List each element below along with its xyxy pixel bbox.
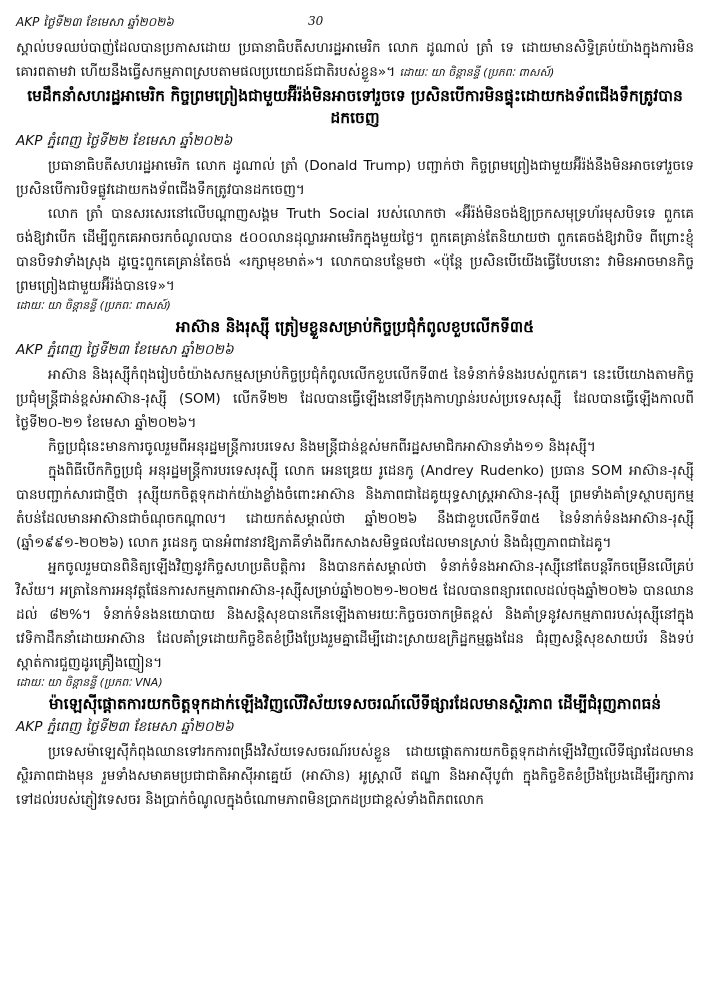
article-paragraph: ក្នុងពិធីបើកកិច្ចប្រជុំ អនុរដ្ឋមន្ត្រីការបរទេសរុស្ស៊ី លោក អេនឌ្រេយ រូដេនកូ (Andrey Rudenko) ប្រធាន SOM អាស៊ាន-រុស្ស៊ី បានបញ្ជាក់សារជាថ្មីថា រុស្ស៊ីយកចិត្តទុកដាក់យ៉ាងខ្លាំងចំពោះអាស៊ាន និងភាពជាដៃគូយុទ្ធសាស្ត្រអាស៊ាន-រុស្ស៊ី ព្រមទាំងគាំទ្រស្ថាបត្យកម្មតំបន់ដែលមានអាស៊ានជាចំណុចកណ្តាល។ ដោយកត់សម្គាល់ថា ឆ្នាំ២០២៦ នឹងជាខួបលើកទី៣៥ នៃទំនាក់ទំនងអាស៊ាន-រុស្ស៊ី (ឆ្នាំ១៩៩១-២០២៦) លោក រូដេនកូ បានអំពាវនាវឱ្យភាគីទាំងពីរកសាងសមិទ្ធផលដែលមានស្រាប់ និងជំរុញភាពជាដៃគូ។ (16, 463, 694, 551)
article-paragraph: អាស៊ាន និងរុស្ស៊ីកំពុងរៀបចំយ៉ាងសកម្មសម្រាប់កិច្ចប្រជុំកំពូលលើកខួបលើកទី៣៥ នៃទំនាក់ទំនងរបស់ពួកគេ។ នេះបើយោងតាមកិច្ចប្រជុំមន្ត្រីជាន់ខ្ពស់អាស៊ាន-រុស្ស៊ី (SOM) លើកទី២២ ដែលបានធ្វើឡើងនៅទីក្រុងកាហ្សាន់របស់ប្រទេសរុស្ស៊ី ដែលបានធ្វើឡើងកាលពីថ្ងៃទី២០-២១ ខែមេសា ឆ្នាំ២០២៦។ (16, 367, 694, 431)
article-dateline: AKP ភ្នំពេញ ថ្ងៃទី២៣ ខែមេសា ឆ្នាំ២០២៦ (16, 342, 234, 358)
article-dateline: AKP ភ្នំពេញ ថ្ងៃទី២៣ ខែមេសា ឆ្នាំ២០២៦ (16, 719, 234, 735)
page-number: 30 (308, 14, 324, 28)
article-paragraph: អ្នកចូលរួមបានពិនិត្យឡើងវិញនូវកិច្ចសហប្រតិបត្តិការ និងបានកត់សម្គាល់ថា ទំនាក់ទំនងអាស៊ាន-រុស្ស៊ីនៅតែបន្តរីកចម្រើនលើគ្រប់វិស័យ។ អត្រានៃការអនុវត្តផែនការសកម្មភាពអាស៊ាន-រុស្ស៊ីសម្រាប់ឆ្នាំ២០២១-២០២៥ ដែលបានពន្យារពេលដល់ចុងឆ្នាំ២០២៦ បានឈានដល់ ៨២%។ ទំនាក់ទំនងនយោបាយ និងសន្តិសុខបានកើនឡើងតាមរយៈកិច្ចចរចាកម្រិតខ្ពស់ និងគាំទ្រនូវសកម្មភាពរបស់រុស្ស៊ីនៅក្នុងវេទិកាដឹកនាំដោយអាស៊ាន ដែលគាំទ្រដោយកិច្ចខិតខំប្រឹងប្រែងរួមគ្នាដើម្បីដោះស្រាយឧក្រិដ្ឋកម្មឆ្លងដែន ជំរុញសន្តិសុខសាយប័រ និងទប់ស្កាត់ការជួញដូរគ្រឿងញៀន។ (16, 559, 694, 671)
article-paragraph: ប្រធានាធិបតីសហរដ្ឋអាមេរិក លោក ដូណាល់ ត្រាំ (Donald Trump) បញ្ជាក់ថា កិច្ចព្រមព្រៀងជាមួយអ៊ីរ៉ង់នឹងមិនអាចទៅរួចទេ ប្រសិនបើការបិទផ្លូវដោយកងទ័ពជើងទឹកត្រូវបានដកចេញ។ (16, 158, 694, 198)
article-byline: ដោយៈ យា ចិន្តានន្ទី (ប្រភពៈ VNA) (16, 676, 163, 689)
article-headline: ម៉ាឡេស៊ីផ្តោតការយកចិត្តទុកដាក់ឡើងវិញលើវិស័យទេសចរណ៍លើទីផ្សារដែលមានស្ថិរភាព ដើម្បីជំរុញភាពធន់ (48, 695, 662, 713)
running-head: AKP ថ្ងៃទី២៣ ខែមេសា ឆ្នាំ២០២៦ (16, 15, 174, 29)
continuation-text: ស្គាល់បទឈប់បាញ់ដែលបានប្រកាសដោយ ប្រធានាធិបតីសហរដ្ឋអាមេរិក លោក ដូណាល់ ត្រាំ ទេ ដោយមានសិទ្ធិគ្រប់យ៉ាងក្នុងការមិនគោរពតាមវា ហើយនឹងធ្វើសកម្មភាពស្របតាមផលប្រយោជន៍ជាតិរបស់ខ្លួន»។ (16, 40, 694, 80)
continuation-byline: ដោយៈ យា ចិន្តានន្ទី (ប្រភពៈ ពាសស៍) (399, 66, 555, 79)
article-headline: មេដឹកនាំសហរដ្ឋអាមេរិក កិច្ចព្រមព្រៀងជាមួយអ៊ីរ៉ង់មិនអាចទៅរួចទេ ប្រសិនបើការមិនផ្ទុះដោយកងទ័ពជើងទឹកត្រូវបានដកចេញ (27, 87, 683, 127)
page-content (16, 36, 694, 812)
article-paragraph: ប្រទេសម៉ាឡេស៊ីកំពុងឈានទៅរកការពង្រឹងវិស័យទេសចរណ៍របស់ខ្លួន ដោយផ្តោតការយកចិត្តទុកដាក់ឡើងវិញលើទីផ្សារដែលមានស្ថិរភាពជាងមុន រួមទាំងសមាគមប្រជាជាតិអាស៊ីអាគ្នេយ៍ (អាស៊ាន) អូស្ត្រាលី ឥណ្ឌា និងអាស៊ីបូព៌ា ក្នុងកិច្ចខិតខំប្រឹងប្រែងដើម្បីរក្សាការទៅដល់របស់ភ្ញៀវទេសចរ និងប្រាក់ចំណូលក្នុងចំណោមភាពមិនប្រាកដប្រជាខ្ពស់ទាំងពិភពលោក (16, 744, 694, 808)
article-dateline: AKP ភ្នំពេញ ថ្ងៃទី២២ ខែមេសា ឆ្នាំ២០២៦ (16, 133, 233, 149)
article-byline: ដោយៈ យា ចិន្តានន្ទី (ប្រភពៈ ពាសស៍) (16, 299, 171, 312)
article-headline: អាស៊ាន និងរុស្ស៊ី ត្រៀមខ្លួនសម្រាប់កិច្ចប្រជុំកំពូលខួបលើកទី៣៥ (175, 318, 535, 336)
article-paragraph: កិច្ចប្រជុំនេះមានការចូលរួមពីអនុរដ្ឋមន្ត្រីការបរទេស និងមន្ត្រីជាន់ខ្ពស់មកពីរដ្ឋសមាជិកអាស៊ានទាំង១១ និងរុស្ស៊ី។ (48, 439, 596, 455)
continuation-paragraph (16, 36, 694, 85)
article-paragraph: លោក ត្រាំ បានសរសេរនៅលើបណ្ដាញសង្គម Truth Social របស់លោកថា «អ៊ីរ៉ង់មិនចង់ឱ្យច្រកសមុទ្រហ័រមុសបិទទេ ពួកគេចង់ឱ្យវាបើក ដើម្បីពួកគេអាចរកចំណូលបាន ៥០០លានដុល្លារអាមេរិកក្នុងមួយថ្ងៃ។ ពួកគេគ្រាន់តែនិយាយថា ពួកគេចង់ឱ្យវាបិទ ពីព្រោះខ្ញុំបានបិទវាទាំងស្រុង ដូច្នេះពួកគេគ្រាន់តែចង់ «រក្សាមុខមាត់»។ លោកបានបន្ថែមថា «ប៉ុន្តែ ប្រសិនបើយើងធ្វើបែបនោះ វាមិនអាចមានកិច្ចព្រមព្រៀងជាមួយអ៊ីរ៉ង់បានទេ»។ (16, 206, 694, 294)
